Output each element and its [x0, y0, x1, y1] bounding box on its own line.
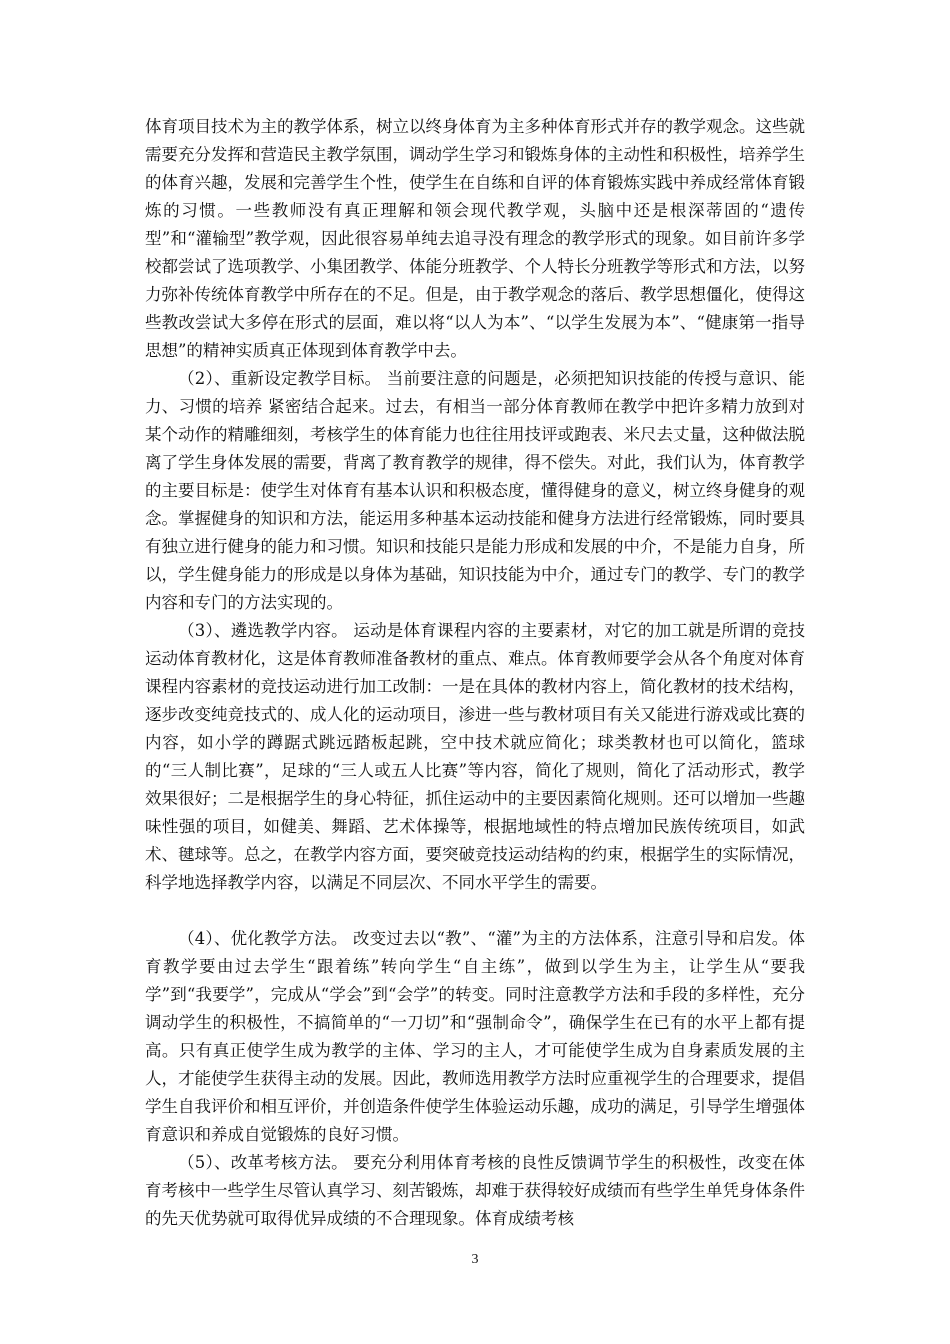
document-body [145, 113, 805, 1233]
paragraph-teaching-content: （3）、遴选教学内容。 运动是体育课程内容的主要素材，对它的加工就是所谓的竞技运动体育教材化，这是体育教师准备教材的重点、难点。体育教师要学会从各个角度对体育课程内容素材的竞技运动进行加工改制：一是在具体的教材内容上，简化教材的技术结构，逐步改变纯竞技式的、成人化的运动项目，渗进一些与教材项目有关又能进行游戏或比赛的内容，如小学的蹲踞式跳远踏板起跳，空中技术就应简化；球类教材也可以简化，篮球的“三人制比赛”，足球的“三人或五人比赛”等内容，简化了规则，简化了活动形式，教学效果很好；二是根据学生的身心特征，抓住运动中的主要因素简化规则。还可以增加一些趣味性强的项目，如健美、舞蹈、艺术体操等，根据地域性的特点增加民族传统项目，如武术、毽球等。总之，在教学内容方面，要突破竞技运动结构的约束，根据学生的实际情况，科学地选择教学内容，以满足不同层次、不同水平学生的需要。 [145, 621, 805, 892]
paragraph-assessment-reform: （5）、改革考核方法。 要充分利用体育考核的良性反馈调节学生的积极性，改变在体育考核中一些学生尽管认真学习、刻苦锻炼，却难于获得较好成绩而有些学生单凭身体条件的先天优势就可取得优异成绩的不合理现象。体育成绩考核 [145, 1153, 805, 1228]
page-number: 3 [471, 1252, 479, 1267]
paragraph-teaching-goals: （2）、重新设定教学目标。 当前要注意的问题是，必须把知识技能的传授与意识、能力、习惯的培养 紧密结合起来。过去，有相当一部分体育教师在教学中把许多精力放到对某个动作的精雕细刻，考核学生的体育能力也往往用技评或跑表、米尺去丈量，这种做法脱离了学生身体发展的需要，背离了教育教学的规律，得不偿失。对此，我们认为，体育教学的主要目标是：使学生对体育有基本认识和积极态度，懂得健身的意义，树立终身健身的观念。掌握健身的知识和方法，能运用多种基本运动技能和健身方法进行经常锻炼，同时要具有独立进行健身的能力和习惯。知识和技能只是能力形成和发展的中介，不是能力自身，所以，学生健身能力的形成是以身体为基础，知识技能为中介，通过专门的教学、专门的教学内容和专门的方法实现的。 [145, 369, 805, 612]
paragraph-teaching-methods: （4）、优化教学方法。 改变过去以“教”、“灌”为主的方法体系，注意引导和启发。体育教学要由过去学生“跟着练”转向学生“自主练”，做到以学生为主，让学生从“要我学”到“我要学”，完成从“学会”到“会学”的转变。同时注意教学方法和手段的多样性，充分调动学生的积极性，不搞简单的“一刀切”和“强制命令”，确保学生在已有的水平上都有提高。只有真正使学生成为教学的主体、学习的主人，才可能使学生成为自身素质发展的主人，才能使学生获得主动的发展。因此，教师选用教学方法时应重视学生的合理要求，提倡学生自我评价和相互评价，并创造条件使学生体验运动乐趣，成功的满足，引导学生增强体育意识和养成自觉锻炼的良好习惯。 [145, 929, 805, 1144]
paragraph-teaching-concept: 体育项目技术为主的教学体系，树立以终身体育为主多种体育形式并存的教学观念。这些就需要充分发挥和营造民主教学氛围，调动学生学习和锻炼身体的主动性和积极性，培养学生的体育兴趣，发展和完善学生个性，使学生在自练和自评的体育锻炼实践中养成经常体育锻炼的习惯。一些教师没有真正理解和领会现代教学观，头脑中还是根深蒂固的“遗传型”和“灌输型”教学观，因此很容易单纯去追寻没有理念的教学形式的现象。如目前许多学校都尝试了选项教学、小集团教学、体能分班教学、个人特长分班教学等形式和方法，以努力弥补传统体育教学中所存在的不足。但是，由于教学观念的落后、教学思想僵化，使得这些教改尝试大多停在形式的层面，难以将“以人为本”、“以学生发展为本”、“健康第一指导思想”的精神实质真正体现到体育教学中去。 [145, 117, 805, 360]
